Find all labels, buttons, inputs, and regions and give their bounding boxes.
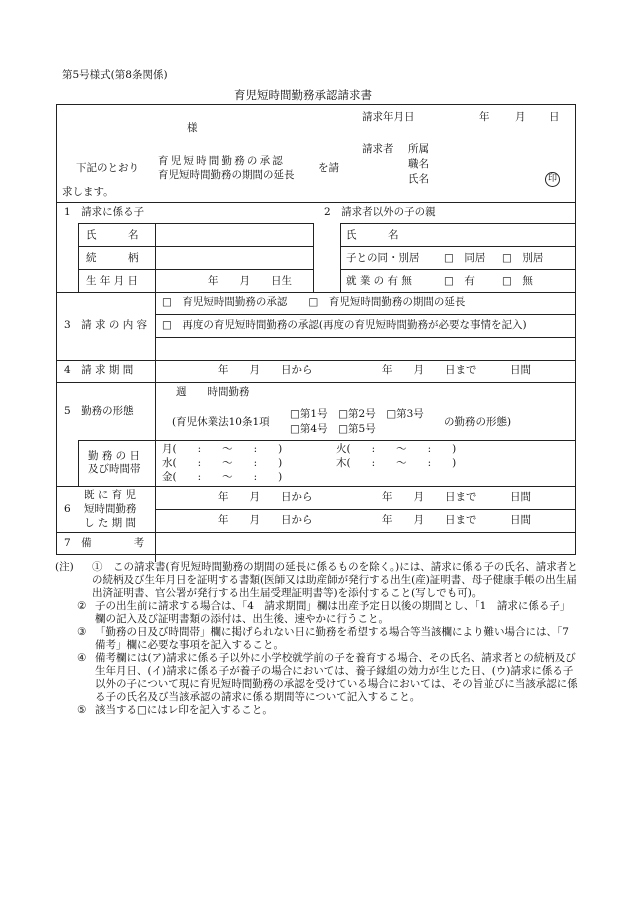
option-approval: 育児短時間勤務の承認 (158, 155, 285, 167)
section1-label: 1 請求に係る子 (64, 206, 145, 218)
section6-label-line1: 既 に 育 児 (84, 489, 137, 501)
schedule-thursday: 木( : 〜 : ) (336, 457, 457, 469)
section6-number: 6 (64, 503, 71, 515)
intro-end: 求します。 (62, 186, 114, 198)
note-text: 子の出生前に請求する場合は、「4 請求期間」欄は出産予定日以後の期間とし、「1 請求に係る子」欄の記入及び証明書類の添付は、出生後、速やかに行うこと。 (95, 600, 571, 625)
child-name-label: 氏 名 (86, 229, 139, 241)
note-text: 該当する□にはレ印を記入すること。 (95, 704, 273, 716)
past-period-1-from: 年 月 日から (218, 491, 313, 503)
section2-label: 2 請求者以外の子の親 (324, 206, 436, 218)
child-relation-label: 続 柄 (86, 252, 139, 264)
note-text: 備考欄には(ア)請求に係る子以外に小学校就学前の子を養育する場合、その氏名、請求者との続柄及び生年月日、(イ)請求に係る子が養子の場合においては、養子縁組の効力が生じた日、(ウ)請求に係る子以外の子について現に育児短時間勤務の承認を受けている場合においては、その旨並びに当該承認に係る子の氏名及び当該承認の請求に係る期間等について記入すること。 (95, 652, 578, 703)
past-period-1-days: 日間 (510, 491, 531, 503)
cohabitation-opt-apart[interactable]: □ 別居 (502, 252, 544, 264)
note-mark: ① (92, 561, 103, 573)
note-mark: ② (77, 600, 87, 612)
law-reference-end: の勤務の形態) (444, 416, 512, 428)
schedule-tuesday: 火( : 〜 : ) (336, 443, 457, 455)
page-title: 育児短時間勤務承認請求書 (234, 88, 372, 102)
past-period-2-days: 日間 (510, 514, 531, 526)
option-extension: 育児短時間勤務の期間の延長 (158, 169, 295, 181)
addressee-suffix: 様 (187, 122, 198, 134)
request-day: 日 (549, 111, 560, 123)
employment-opt-no[interactable]: □ 無 (502, 275, 533, 287)
section3-line2[interactable]: □ 再度の育児短時間勤務の承認(再度の育児短時間勤務が必要な事情を記入) (162, 319, 527, 331)
child-birth-value: 年 月 日生 (208, 275, 292, 287)
section6-label-line3: し た 期 間 (84, 517, 137, 529)
position-label: 職名 (408, 158, 429, 170)
section6-label-line2: 短時間勤務 (84, 503, 137, 515)
schedule-monday: 月( : 〜 : ) (162, 443, 283, 455)
section7-label: 7 備 考 (64, 537, 145, 549)
schedule-wednesday: 水( : 〜 : ) (162, 457, 283, 469)
form-number: 第5号様式(第8条関係) (62, 69, 168, 81)
past-period-2-to: 年 月 日まで (382, 514, 477, 526)
past-period-1-to: 年 月 日まで (382, 491, 477, 503)
note-1 (55, 561, 580, 600)
past-period-2-from: 年 月 日から (218, 514, 313, 526)
note-mark: ④ (77, 652, 87, 664)
seal-mark: 印 (545, 172, 560, 187)
request-date-label: 請求年月日 (362, 111, 415, 123)
child-birth-label: 生 年 月 日 (86, 275, 139, 287)
intro-prefix: 下記のとおり (76, 162, 139, 174)
request-year: 年 (479, 111, 490, 123)
requester-label: 請求者 (362, 143, 394, 155)
law-options-row1[interactable]: □第1号 □第2号 □第3号 (290, 408, 424, 420)
schedule-label-line2: 及び時間帯 (88, 463, 141, 475)
section3-line1[interactable]: □ 育児短時間勤務の承認 □ 育児短時間勤務の期間の延長 (162, 296, 466, 308)
period-days: 日間 (510, 364, 531, 376)
schedule-label-line1: 勤 務 の 日 (88, 450, 141, 462)
schedule-friday: 金( : 〜 : ) (162, 471, 283, 483)
intro-mid: を請 (318, 162, 339, 174)
request-month: 月 (515, 111, 526, 123)
parent-name-label: 氏 名 (346, 229, 399, 241)
law-options-row2[interactable]: □第4号 □第5号 (290, 423, 376, 435)
note-4 (55, 652, 580, 704)
weekly-hours: 週 時間勤務 (176, 386, 250, 398)
department-label: 所属 (408, 143, 429, 155)
note-mark: ⑤ (77, 704, 87, 716)
section4-label: 4 請 求 期 間 (64, 364, 134, 376)
section3-label: 3 請 求 の 内 容 (64, 319, 148, 331)
section5-label: 5 勤務の形態 (64, 405, 134, 417)
note-5 (55, 704, 580, 717)
note-2 (55, 600, 580, 626)
cohabitation-label: 子との同・別居 (346, 252, 420, 264)
period-to: 年 月 日まで (382, 364, 477, 376)
notes-section (55, 561, 580, 717)
law-reference: (育児休業法10条1項 (172, 416, 270, 428)
note-mark: ③ (77, 626, 87, 638)
employment-opt-yes[interactable]: □ 有 (444, 275, 475, 287)
note-text: 「勤務の日及び時間帯」欄に掲げられない日に勤務を希望する場合等当該欄により難い場合には、「7 備考」欄に必要な事項を記入すること。 (95, 626, 580, 651)
note-text: この請求書(育児短時間勤務の期間の延長に係るものを除く。)には、請求に係る子の氏名、請求者との続柄及び生年月日を証明する書類(医師又は助産師が発行する出生(産)証明書、母子健康手帳の出生届出済証明書、官公署が発行する出生届受理証明書等)を添付すること(写しでも可)。 (92, 561, 578, 599)
period-from: 年 月 日から (218, 364, 313, 376)
cohabitation-opt-together[interactable]: □ 同居 (444, 252, 486, 264)
employment-label: 就 業 の 有 無 (346, 275, 412, 287)
note-3 (55, 626, 580, 652)
notes-prefix: (注) (55, 561, 74, 573)
requester-name-label: 氏名 (408, 173, 429, 185)
